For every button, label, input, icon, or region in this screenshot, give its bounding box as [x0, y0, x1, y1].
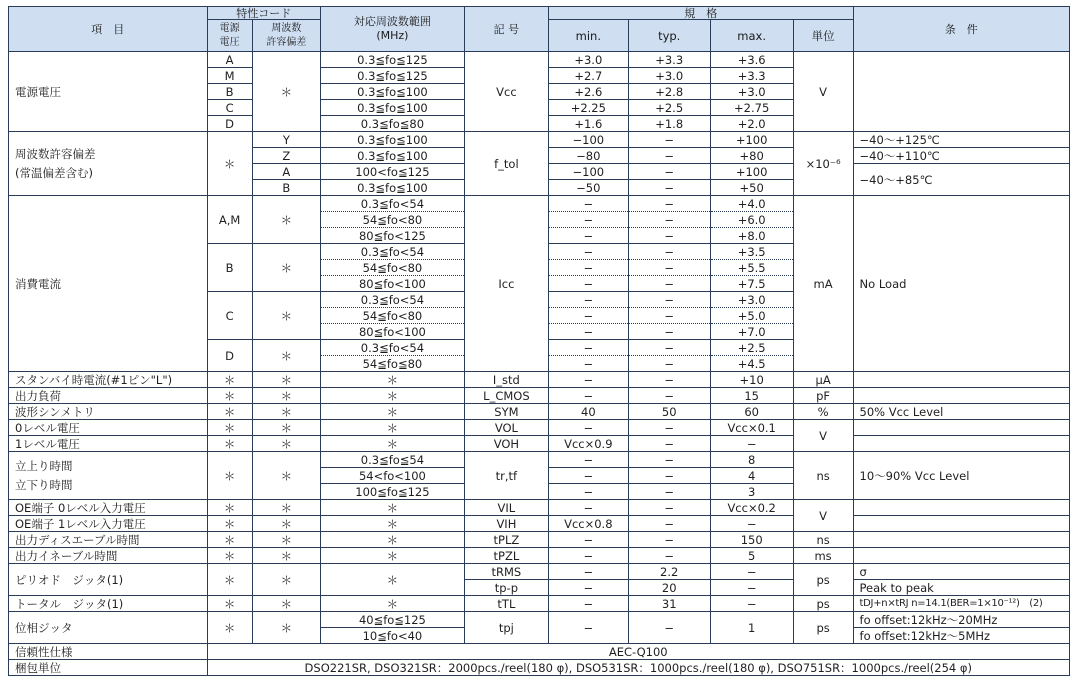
max-cell: Vcc×0.1 [710, 420, 793, 436]
unit-cell: pF [793, 388, 853, 404]
symbol-cell: VOH [464, 436, 548, 452]
range-cell: 0.3≦fo≦100 [320, 84, 464, 100]
typ-cell: − [628, 212, 710, 228]
max-cell: +7.0 [710, 324, 793, 340]
row-label: OE端子 1レベル入力電圧 [9, 516, 208, 532]
typ-cell: − [628, 420, 710, 436]
row-label: 消費電流 [9, 196, 208, 372]
typ-cell: − [628, 324, 710, 340]
range-cell: 80≦fo<125 [320, 228, 464, 244]
tol-code-cell: ＊ [252, 372, 320, 388]
row-label: 位相ジッタ [9, 612, 208, 644]
symbol-cell: SYM [464, 404, 548, 420]
symbol-cell: tRMS [464, 564, 548, 580]
typ-cell: − [628, 276, 710, 292]
code-cell: C [207, 100, 252, 116]
symbol-cell: VIL [464, 500, 548, 516]
cond-cell: −40〜+110℃ [853, 148, 1069, 164]
max-cell: Vcc×0.2 [710, 500, 793, 516]
cond-cell [853, 372, 1069, 388]
tol-code-cell: ＊ [252, 404, 320, 420]
tol-code-cell: ＊ [252, 516, 320, 532]
range-cell: 0.3≦fo≦100 [320, 148, 464, 164]
header-freq-range [320, 7, 464, 52]
unit-cell: ns [793, 452, 853, 500]
typ-cell: +3.0 [628, 68, 710, 84]
header-symbol: 記 号 [464, 7, 548, 52]
range-cell: 0.3≦fo≦100 [320, 180, 464, 196]
tol-code-cell: ＊ [252, 420, 320, 436]
min-cell: − [548, 228, 628, 244]
typ-cell: − [628, 132, 710, 148]
range-cell: 0.3≦fo≦54 [320, 452, 464, 468]
tol-code-cell: ＊ [252, 244, 320, 292]
range-cell: 10≦fo<40 [320, 628, 464, 644]
min-cell: − [548, 500, 628, 516]
unit-cell: ns [793, 532, 853, 548]
row-label: 波形シンメトリ [9, 404, 208, 420]
row-label [9, 452, 208, 500]
min-cell: − [548, 356, 628, 372]
min-cell: − [548, 260, 628, 276]
range-cell: ＊ [320, 420, 464, 436]
cond-cell [853, 436, 1069, 452]
row-label: 出力ディスエーブル時間 [9, 532, 208, 548]
symbol-cell: VIH [464, 516, 548, 532]
min-cell: − [548, 564, 628, 580]
min-cell: −50 [548, 180, 628, 196]
row-label: OE端子 0レベル入力電圧 [9, 500, 208, 516]
code-cell: A [207, 52, 252, 68]
min-cell: − [548, 292, 628, 308]
min-cell: +2.6 [548, 84, 628, 100]
min-cell: − [548, 580, 628, 596]
cond-cell [853, 52, 1069, 132]
max-cell: 8 [710, 452, 793, 468]
code-cell: B [207, 244, 252, 292]
row-label: 出力イネーブル時間 [9, 548, 208, 564]
typ-cell: − [628, 292, 710, 308]
row-label-line: 立下り時間 [15, 477, 73, 492]
code-cell: ＊ [207, 548, 252, 564]
max-cell: 1 [710, 612, 793, 644]
cond-cell [853, 548, 1069, 564]
header-typ: typ. [628, 20, 710, 52]
symbol-cell: Icc [464, 196, 548, 372]
max-cell: +10 [710, 372, 793, 388]
code-cell: ＊ [207, 452, 252, 500]
header-freq-range-text: 対応周波数範囲 (MHz) [353, 15, 431, 42]
max-cell: +3.5 [710, 244, 793, 260]
typ-cell: − [628, 500, 710, 516]
symbol-cell: tr,tf [464, 452, 548, 500]
symbol-cell: f_tol [464, 132, 548, 196]
tol-code-cell: ＊ [252, 612, 320, 644]
typ-cell: +3.3 [628, 52, 710, 68]
tol-code-cell: ＊ [252, 532, 320, 548]
cond-cell: σ [853, 564, 1069, 580]
typ-cell: +2.8 [628, 84, 710, 100]
header-max: max. [710, 20, 793, 52]
symbol-cell: VOL [464, 420, 548, 436]
range-cell: ＊ [320, 532, 464, 548]
code-cell: A,M [207, 196, 252, 244]
min-cell: −100 [548, 164, 628, 180]
unit-cell: ps [793, 564, 853, 596]
unit-cell: ps [793, 596, 853, 612]
typ-cell: − [628, 532, 710, 548]
range-cell: 0.3≦fo<54 [320, 340, 464, 356]
row-label-line: (常温偏差含む) [15, 165, 93, 180]
unit-cell: ps [793, 612, 853, 644]
cond-cell: 10〜90% Vcc Level [853, 452, 1069, 500]
max-cell: +5.0 [710, 308, 793, 324]
spec-table [8, 6, 1070, 676]
max-cell: +7.5 [710, 276, 793, 292]
range-cell: 0.3≦fo<54 [320, 292, 464, 308]
min-cell: +1.6 [548, 116, 628, 132]
max-cell: − [710, 516, 793, 532]
max-cell: 60 [710, 404, 793, 420]
typ-cell: +1.8 [628, 116, 710, 132]
row-label: 出力負荷 [9, 388, 208, 404]
reliability-value: AEC-Q100 [207, 644, 1069, 660]
unit-cell: % [793, 404, 853, 420]
max-cell: 4 [710, 468, 793, 484]
min-cell: − [548, 244, 628, 260]
cond-cell: 50% Vcc Level [853, 404, 1069, 420]
unit-cell: V [793, 52, 853, 132]
row-label-line: 立上り時間 [15, 458, 73, 473]
max-cell: − [710, 564, 793, 580]
row-label: 1レベル電圧 [9, 436, 208, 452]
typ-cell: − [628, 452, 710, 468]
cond-cell [853, 420, 1069, 436]
header-min: min. [548, 20, 628, 52]
max-cell: − [710, 580, 793, 596]
max-cell: +6.0 [710, 212, 793, 228]
min-cell: −100 [548, 132, 628, 148]
symbol-cell: L_CMOS [464, 388, 548, 404]
max-cell: 3 [710, 484, 793, 500]
cond-cell [853, 516, 1069, 532]
min-cell: − [548, 468, 628, 484]
tol-code-cell: ＊ [252, 196, 320, 244]
min-cell: − [548, 548, 628, 564]
max-cell: +2.0 [710, 116, 793, 132]
min-cell: Vcc×0.9 [548, 436, 628, 452]
code-cell: ＊ [207, 532, 252, 548]
code-cell: C [207, 292, 252, 340]
range-cell: 54≦fo≦80 [320, 356, 464, 372]
symbol-cell: Vcc [464, 52, 548, 132]
range-cell: 54≦fo<80 [320, 308, 464, 324]
range-cell: 0.3≦fo≦100 [320, 132, 464, 148]
header-code-tol-text: 周波数 許容偏差 [266, 22, 307, 48]
typ-cell: − [628, 516, 710, 532]
min-cell: − [548, 596, 628, 612]
cond-cell: fo offset:12kHz〜5MHz [853, 628, 1069, 644]
header-unit: 単位 [793, 20, 853, 52]
min-cell: − [548, 452, 628, 468]
typ-cell: − [628, 244, 710, 260]
tol-code-cell: ＊ [252, 436, 320, 452]
code-cell: D [207, 340, 252, 372]
min-cell: − [548, 340, 628, 356]
min-cell: − [548, 420, 628, 436]
range-cell: ＊ [320, 436, 464, 452]
tol-code-cell: ＊ [252, 596, 320, 612]
code-cell: ＊ [207, 596, 252, 612]
range-cell: ＊ [320, 372, 464, 388]
min-cell: +2.25 [548, 100, 628, 116]
max-cell: +5.5 [710, 260, 793, 276]
max-cell: +2.5 [710, 340, 793, 356]
code-cell: M [207, 68, 252, 84]
typ-cell: − [628, 260, 710, 276]
max-cell: +4.5 [710, 356, 793, 372]
typ-cell: 2.2 [628, 564, 710, 580]
code-cell: ＊ [207, 500, 252, 516]
tol-code-cell: ＊ [252, 292, 320, 340]
typ-cell: − [628, 148, 710, 164]
range-cell: ＊ [320, 404, 464, 420]
header-cond: 条 件 [853, 7, 1069, 52]
code-cell: ＊ [207, 516, 252, 532]
min-cell: − [548, 372, 628, 388]
unit-cell: mA [793, 196, 853, 372]
header-code-tol [252, 20, 320, 52]
max-cell: +50 [710, 180, 793, 196]
cond-cell: Peak to peak [853, 580, 1069, 596]
min-cell: +2.7 [548, 68, 628, 84]
tol-code-cell: ＊ [252, 52, 320, 132]
min-cell: − [548, 484, 628, 500]
tol-code-cell: A [252, 164, 320, 180]
min-cell: 40 [548, 404, 628, 420]
row-label-line: 周波数許容偏差 [15, 146, 96, 161]
packing-value: DSO221SR, DSO321SR：2000pcs./reel(180 φ), DSO531SR：1000pcs./reel(180 φ), DSO751SR：1000pcs./reel(254 φ) [207, 660, 1069, 676]
typ-cell: − [628, 164, 710, 180]
header-item: 項 目 [9, 7, 208, 52]
range-cell: ＊ [320, 388, 464, 404]
typ-cell: − [628, 484, 710, 500]
symbol-cell: tpj [464, 612, 548, 644]
typ-cell: − [628, 228, 710, 244]
typ-cell: 50 [628, 404, 710, 420]
code-cell: ＊ [207, 388, 252, 404]
range-cell: 80≦fo<100 [320, 324, 464, 340]
tol-code-cell: B [252, 180, 320, 196]
range-cell: ＊ [320, 500, 464, 516]
range-cell: 0.3≦fo≦80 [320, 116, 464, 132]
row-label: トータル ジッタ(1) [9, 596, 208, 612]
range-cell: 0.3≦fo<54 [320, 244, 464, 260]
min-cell: − [548, 324, 628, 340]
header-spec: 規 格 [548, 7, 853, 20]
cond-cell [853, 532, 1069, 548]
symbol-cell: I_std [464, 372, 548, 388]
max-cell: +3.0 [710, 84, 793, 100]
max-cell: − [710, 436, 793, 452]
max-cell: 15 [710, 388, 793, 404]
row-label: 電源電圧 [9, 52, 208, 132]
range-cell: 100≦fo≦125 [320, 484, 464, 500]
code-cell: ＊ [207, 420, 252, 436]
min-cell: − [548, 612, 628, 644]
tol-code-cell: ＊ [252, 388, 320, 404]
header-code-volt [207, 20, 252, 52]
typ-cell: − [628, 196, 710, 212]
max-cell: 5 [710, 548, 793, 564]
code-cell: D [207, 116, 252, 132]
cond-cell: No Load [853, 196, 1069, 372]
min-cell: −80 [548, 148, 628, 164]
max-cell: +4.0 [710, 196, 793, 212]
range-cell: 0.3≦fo<54 [320, 196, 464, 212]
range-cell: 80≦fo<100 [320, 276, 464, 292]
typ-cell: +2.5 [628, 100, 710, 116]
typ-cell: − [628, 612, 710, 644]
symbol-cell: tTL [464, 596, 548, 612]
typ-cell: − [628, 436, 710, 452]
symbol-cell: tPZL [464, 548, 548, 564]
tol-code-cell: Z [252, 148, 320, 164]
max-cell: +3.0 [710, 292, 793, 308]
min-cell: − [548, 308, 628, 324]
range-cell: ＊ [320, 564, 464, 596]
unit-cell: ×10⁻⁶ [793, 132, 853, 196]
cond-cell: −40〜+125℃ [853, 132, 1069, 148]
unit-cell: μA [793, 372, 853, 388]
range-cell: 54<fo<100 [320, 468, 464, 484]
range-cell: 0.3≦fo≦100 [320, 100, 464, 116]
code-cell: ＊ [207, 612, 252, 644]
code-cell: B [207, 84, 252, 100]
range-cell: 0.3≦fo≦125 [320, 68, 464, 84]
max-cell: − [710, 596, 793, 612]
cond-cell: tDJ+n×tRJ n=14.1(BER=1×10⁻¹²) (2) [853, 596, 1069, 612]
typ-cell: − [628, 548, 710, 564]
typ-cell: − [628, 308, 710, 324]
header-code: 特性コード [207, 7, 320, 20]
min-cell: Vcc×0.8 [548, 516, 628, 532]
range-cell: ＊ [320, 548, 464, 564]
min-cell: − [548, 196, 628, 212]
volt-code-cell: ＊ [207, 132, 252, 196]
min-cell: − [548, 388, 628, 404]
range-cell: 40≦fo≦125 [320, 612, 464, 628]
cond-cell: −40〜+85℃ [853, 164, 1069, 196]
tol-code-cell: ＊ [252, 548, 320, 564]
min-cell: − [548, 276, 628, 292]
row-label: 0レベル電圧 [9, 420, 208, 436]
typ-cell: − [628, 180, 710, 196]
min-cell: +3.0 [548, 52, 628, 68]
max-cell: +3.3 [710, 68, 793, 84]
tol-code-cell: ＊ [252, 452, 320, 500]
typ-cell: − [628, 372, 710, 388]
typ-cell: − [628, 340, 710, 356]
range-cell: 100<fo≦125 [320, 164, 464, 180]
range-cell: ＊ [320, 596, 464, 612]
tol-code-cell: ＊ [252, 340, 320, 372]
max-cell: +8.0 [710, 228, 793, 244]
cond-cell: fo offset:12kHz〜20MHz [853, 612, 1069, 628]
symbol-cell: tPLZ [464, 532, 548, 548]
max-cell: +100 [710, 164, 793, 180]
cond-cell [853, 500, 1069, 516]
tol-code-cell: Y [252, 132, 320, 148]
cond-cell [853, 388, 1069, 404]
code-cell: ＊ [207, 436, 252, 452]
row-label: スタンバイ時電流(#1ピン"L") [9, 372, 208, 388]
min-cell: − [548, 532, 628, 548]
unit-cell: ms [793, 548, 853, 564]
typ-cell: 31 [628, 596, 710, 612]
row-label [9, 132, 208, 196]
header-code-volt-text: 電源 電圧 [219, 22, 240, 48]
symbol-cell: tp-p [464, 580, 548, 596]
max-cell: +2.75 [710, 100, 793, 116]
unit-cell: V [793, 500, 853, 532]
row-label: 梱包単位 [9, 660, 208, 676]
range-cell: ＊ [320, 516, 464, 532]
typ-cell: 20 [628, 580, 710, 596]
unit-cell: V [793, 420, 853, 452]
row-label: 信頼性仕様 [9, 644, 208, 660]
typ-cell: − [628, 356, 710, 372]
typ-cell: − [628, 468, 710, 484]
min-cell: − [548, 212, 628, 228]
typ-cell: − [628, 388, 710, 404]
tol-code-cell: ＊ [252, 564, 320, 596]
max-cell: 150 [710, 532, 793, 548]
code-cell: ＊ [207, 404, 252, 420]
code-cell: ＊ [207, 564, 252, 596]
max-cell: +80 [710, 148, 793, 164]
max-cell: +3.6 [710, 52, 793, 68]
code-cell: ＊ [207, 372, 252, 388]
row-label: ピリオド ジッタ(1) [9, 564, 208, 596]
range-cell: 54≦fo<80 [320, 260, 464, 276]
tol-code-cell: ＊ [252, 500, 320, 516]
max-cell: +100 [710, 132, 793, 148]
range-cell: 54≦fo<80 [320, 212, 464, 228]
range-cell: 0.3≦fo≦125 [320, 52, 464, 68]
